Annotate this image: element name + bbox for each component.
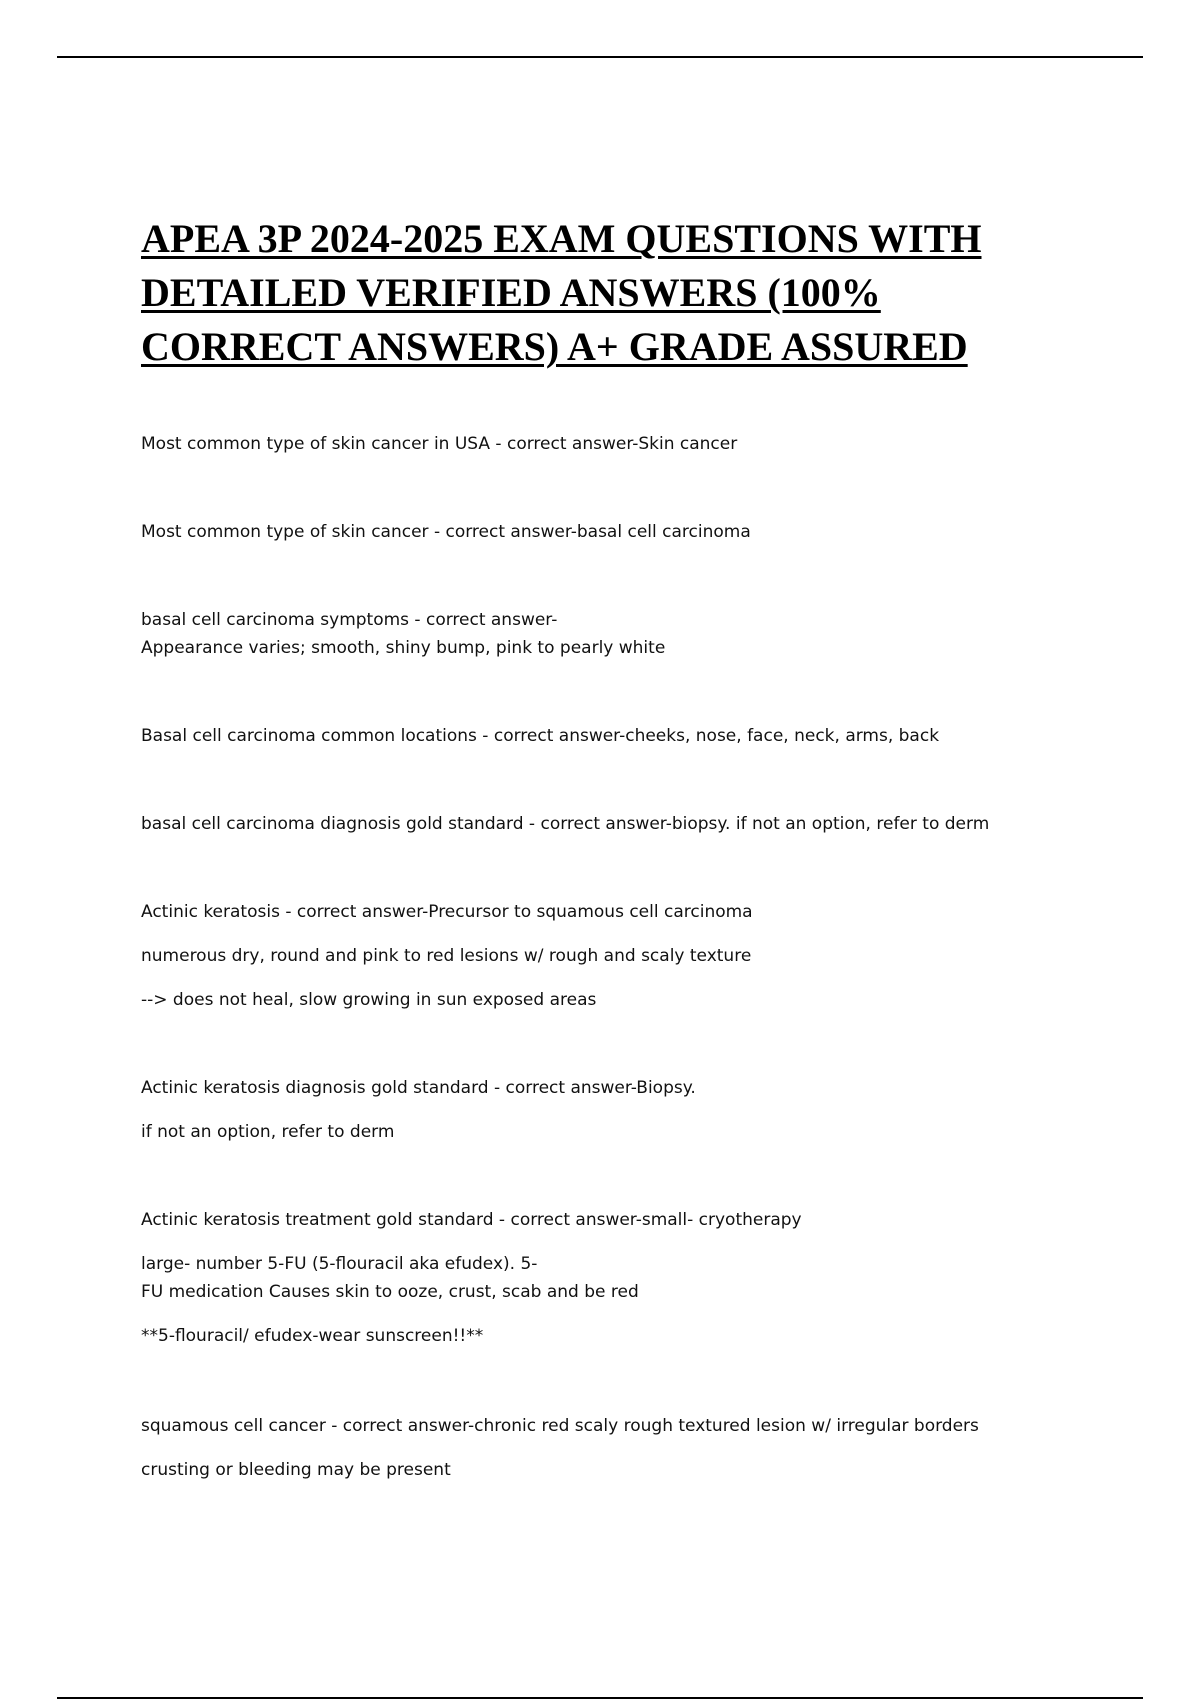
- qa-line: Actinic keratosis treatment gold standard - correct answer-small- cryotherapy: [141, 1210, 802, 1230]
- qa-line: Most common type of skin cancer - correct answer-basal cell carcinoma: [141, 522, 751, 542]
- qa-item: [141, 898, 753, 1014]
- qa-item: [141, 1074, 696, 1146]
- document-title: [141, 212, 1141, 374]
- qa-line: --> does not heal, slow growing in sun exposed areas: [141, 990, 597, 1010]
- qa-line: basal cell carcinoma diagnosis gold standard - correct answer-biopsy. if not an option, refer to derm: [141, 814, 990, 834]
- qa-item: [141, 1206, 802, 1350]
- qa-item: [141, 518, 751, 546]
- qa-line: Most common type of skin cancer in USA - correct answer-Skin cancer: [141, 434, 738, 454]
- qa-item: [141, 1412, 979, 1484]
- qa-item: [141, 722, 939, 750]
- qa-line: large- number 5-FU (5-flouracil aka efudex). 5-: [141, 1254, 538, 1274]
- title-line: APEA 3P 2024-2025 EXAM QUESTIONS WITH: [141, 216, 982, 261]
- title-line: DETAILED VERIFIED ANSWERS (100%: [141, 270, 881, 315]
- qa-line: Actinic keratosis diagnosis gold standard - correct answer-Biopsy.: [141, 1078, 696, 1098]
- qa-line: crusting or bleeding may be present: [141, 1460, 451, 1480]
- qa-line: **5-flouracil/ efudex-wear sunscreen!!**: [141, 1326, 484, 1346]
- qa-item: [141, 606, 665, 662]
- qa-line: if not an option, refer to derm: [141, 1122, 395, 1142]
- qa-line: basal cell carcinoma symptoms - correct answer-: [141, 610, 558, 630]
- bottom-rule: [57, 1697, 1143, 1699]
- qa-item: [141, 430, 737, 458]
- top-rule: [57, 56, 1143, 58]
- title-line: CORRECT ANSWERS) A+ GRADE ASSURED: [141, 324, 968, 369]
- qa-line: Basal cell carcinoma common locations - correct answer-cheeks, nose, face, neck, arms, back: [141, 726, 940, 746]
- qa-line: numerous dry, round and pink to red lesions w/ rough and scaly texture: [141, 946, 752, 966]
- qa-line: Appearance varies; smooth, shiny bump, pink to pearly white: [141, 638, 666, 658]
- qa-line: squamous cell cancer - correct answer-chronic red scaly rough textured lesion w/ irregular borders: [141, 1416, 979, 1436]
- qa-line: Actinic keratosis - correct answer-Precursor to squamous cell carcinoma: [141, 902, 753, 922]
- qa-item: [141, 810, 989, 838]
- qa-line: FU medication Causes skin to ooze, crust, scab and be red: [141, 1282, 639, 1302]
